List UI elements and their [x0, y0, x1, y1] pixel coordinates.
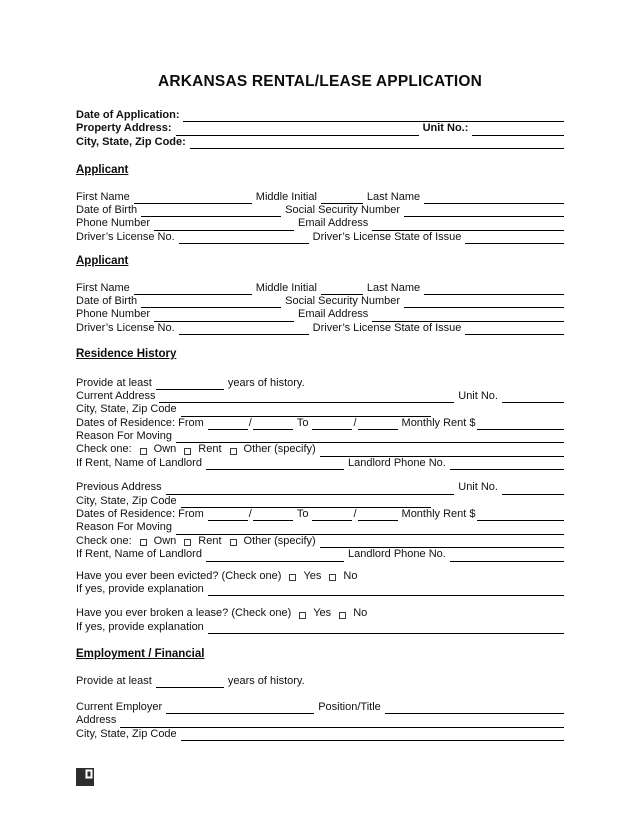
license-state-label: Driver’s License State of Issue: [312, 321, 462, 334]
monthly-rent-field[interactable]: [477, 419, 564, 430]
email-label: Email Address: [298, 308, 369, 321]
form-row: [76, 621, 564, 634]
current-employer-section: [76, 701, 564, 741]
form-row: [76, 390, 564, 403]
lease-explanation-field[interactable]: [208, 623, 564, 634]
city-state-zip-field[interactable]: [181, 497, 431, 508]
form-row: [76, 583, 564, 596]
license-state-field[interactable]: [465, 233, 564, 244]
dob-label: Date of Birth: [76, 203, 138, 216]
other-specify-field[interactable]: [320, 446, 564, 457]
form-row: [76, 430, 564, 443]
city-state-zip-label: City, State, Zip Code:: [76, 135, 186, 148]
form-row: [76, 728, 564, 741]
dob-label: Date of Birth: [76, 294, 138, 307]
dates-of-residence-label: Dates of Residence: From: [76, 416, 204, 429]
evicted-question-label: Have you ever been evicted? (Check one): [76, 569, 282, 582]
lease-yes-checkbox[interactable]: [299, 612, 306, 619]
email-field[interactable]: [372, 311, 564, 322]
last-name-field[interactable]: [424, 284, 564, 295]
form-row: [76, 308, 564, 321]
other-specify-label: Other (specify): [243, 534, 316, 547]
license-no-field[interactable]: [179, 324, 309, 335]
applicant-1-heading: Applicant: [76, 164, 129, 177]
employment-financial-heading: Employment / Financial: [76, 648, 205, 661]
license-no-label: Driver’s License No.: [76, 230, 175, 243]
applicant-2-section: [76, 282, 564, 336]
current-address-label: Current Address: [76, 389, 156, 402]
evicted-no-checkbox[interactable]: [329, 574, 336, 581]
form-row: [76, 417, 564, 430]
phone-label: Phone Number: [76, 308, 150, 321]
unit-no-field[interactable]: [502, 484, 564, 495]
monthly-rent-label: Monthly Rent $: [401, 508, 476, 521]
current-address-field[interactable]: [159, 392, 454, 403]
dob-field[interactable]: [141, 297, 281, 308]
city-state-zip-field[interactable]: [181, 406, 431, 417]
from-month-field[interactable]: [208, 510, 248, 521]
monthly-rent-field[interactable]: [477, 510, 564, 521]
landlord-phone-label: Landlord Phone No.: [347, 456, 446, 469]
rent-checkbox[interactable]: [184, 448, 191, 455]
date-of-application-field[interactable]: [183, 111, 564, 122]
years-of-history-field[interactable]: [156, 677, 224, 688]
to-label: To: [296, 508, 309, 521]
form-row: [76, 231, 564, 244]
previous-address-label: Previous Address: [76, 481, 162, 494]
license-no-label: Driver’s License No.: [76, 321, 175, 334]
evicted-explanation-field[interactable]: [208, 585, 564, 596]
years-of-history-field[interactable]: [156, 379, 224, 390]
years-of-history-label: years of history.: [227, 674, 305, 687]
form-row: [76, 570, 564, 583]
landlord-phone-field[interactable]: [450, 551, 564, 562]
previous-residence-section: [76, 481, 564, 561]
unit-no-field[interactable]: [502, 392, 564, 403]
to-label: To: [296, 416, 309, 429]
slash-separator: /: [248, 416, 252, 429]
to-month-field[interactable]: [312, 419, 352, 430]
document-logo-icon: [76, 768, 94, 786]
other-checkbox[interactable]: [230, 448, 237, 455]
provide-at-least-label: Provide at least: [76, 376, 152, 389]
if-yes-explanation-label: If yes, provide explanation: [76, 582, 204, 595]
phone-field[interactable]: [154, 220, 294, 231]
rent-label: Rent: [198, 534, 222, 547]
ssn-label: Social Security Number: [285, 294, 401, 307]
to-year-field[interactable]: [358, 510, 398, 521]
unit-no-field[interactable]: [472, 125, 564, 136]
middle-initial-field[interactable]: [321, 193, 363, 204]
ssn-field[interactable]: [404, 297, 564, 308]
form-row: [76, 495, 564, 508]
form-row: [76, 443, 564, 456]
previous-address-field[interactable]: [166, 484, 455, 495]
city-state-zip-label: City, State, Zip Code: [76, 494, 177, 507]
to-year-field[interactable]: [358, 419, 398, 430]
phone-label: Phone Number: [76, 217, 150, 230]
applicant-2-heading: Applicant: [76, 255, 129, 268]
middle-initial-label: Middle Initial: [255, 190, 317, 203]
from-month-field[interactable]: [208, 419, 248, 430]
property-address-field[interactable]: [176, 125, 419, 136]
evicted-question-section: [76, 570, 564, 597]
unit-no-label: Unit No.: [458, 481, 498, 494]
to-month-field[interactable]: [312, 510, 352, 521]
evicted-yes-checkbox[interactable]: [289, 574, 296, 581]
landlord-phone-field[interactable]: [450, 459, 564, 470]
rent-checkbox[interactable]: [184, 539, 191, 546]
slash-separator: /: [353, 416, 357, 429]
form-row: [76, 481, 564, 494]
broken-lease-question-label: Have you ever broken a lease? (Check one): [76, 607, 292, 620]
dates-of-residence-label: Dates of Residence: From: [76, 508, 204, 521]
ssn-field[interactable]: [404, 206, 564, 217]
reason-for-moving-field[interactable]: [176, 524, 564, 535]
broken-lease-question-section: [76, 607, 564, 634]
other-specify-field[interactable]: [320, 537, 564, 548]
landlord-name-label: If Rent, Name of Landlord: [76, 456, 202, 469]
provide-at-least-label: Provide at least: [76, 674, 152, 687]
position-title-field[interactable]: [385, 703, 564, 714]
no-label: No: [343, 569, 358, 582]
form-row: [76, 548, 564, 561]
current-residence-section: [76, 390, 564, 470]
landlord-phone-label: Landlord Phone No.: [347, 548, 446, 561]
form-row: [76, 136, 564, 149]
reason-for-moving-label: Reason For Moving: [76, 521, 172, 534]
form-row: [76, 403, 564, 416]
city-state-zip-label: City, State, Zip Code: [76, 403, 177, 416]
unit-no-label: Unit No.: [458, 389, 498, 402]
current-employer-field[interactable]: [166, 703, 314, 714]
applicant-1-section: [76, 191, 564, 245]
last-name-label: Last Name: [366, 190, 421, 203]
own-label: Own: [153, 443, 177, 456]
last-name-label: Last Name: [366, 281, 421, 294]
other-checkbox[interactable]: [230, 539, 237, 546]
no-label: No: [353, 607, 368, 620]
email-label: Email Address: [298, 217, 369, 230]
employer-address-label: Address: [76, 714, 117, 727]
form-row: [76, 109, 564, 122]
form-row: [76, 282, 564, 295]
form-row: [76, 122, 564, 135]
reason-for-moving-field[interactable]: [176, 432, 564, 443]
license-state-field[interactable]: [465, 324, 564, 335]
from-year-field[interactable]: [253, 419, 293, 430]
form-row: [76, 217, 564, 230]
first-name-field[interactable]: [134, 193, 252, 204]
form-title: ARKANSAS RENTAL/LEASE APPLICATION: [157, 73, 483, 90]
last-name-field[interactable]: [424, 193, 564, 204]
form-row: [76, 457, 564, 470]
lease-no-checkbox[interactable]: [339, 612, 346, 619]
slash-separator: /: [353, 508, 357, 521]
middle-initial-field[interactable]: [321, 284, 363, 295]
legal-templates-logo: [76, 768, 94, 786]
own-checkbox[interactable]: [140, 448, 147, 455]
from-year-field[interactable]: [253, 510, 293, 521]
form-row: [76, 607, 564, 620]
position-title-label: Position/Title: [318, 700, 381, 713]
city-state-zip-field[interactable]: [190, 138, 564, 149]
email-field[interactable]: [372, 220, 564, 231]
residence-history-heading: Residence History: [76, 348, 177, 361]
current-employer-label: Current Employer: [76, 700, 163, 713]
form-row: [76, 714, 564, 727]
employer-city-state-zip-field[interactable]: [181, 730, 564, 741]
form-row: [76, 322, 564, 335]
ssn-label: Social Security Number: [285, 203, 401, 216]
unit-no-label: Unit No.:: [422, 122, 469, 135]
first-name-label: First Name: [76, 281, 130, 294]
other-specify-label: Other (specify): [243, 443, 316, 456]
form-row: [76, 191, 564, 204]
check-one-label: Check one:: [76, 443, 132, 456]
employment-years-row: [76, 675, 564, 688]
date-of-application-label: Date of Application:: [76, 108, 180, 121]
form-row: [76, 701, 564, 714]
reason-for-moving-label: Reason For Moving: [76, 430, 172, 443]
first-name-field[interactable]: [134, 284, 252, 295]
dob-field[interactable]: [141, 206, 281, 217]
years-of-history-label: years of history.: [227, 376, 305, 389]
if-yes-explanation-label: If yes, provide explanation: [76, 620, 204, 633]
form-row: [76, 295, 564, 308]
form-row: [76, 521, 564, 534]
yes-label: Yes: [303, 569, 322, 582]
slash-separator: /: [248, 508, 252, 521]
form-row: [76, 204, 564, 217]
form-row: [76, 535, 564, 548]
yes-label: Yes: [313, 607, 332, 620]
city-state-zip-label: City, State, Zip Code: [76, 727, 177, 740]
rent-label: Rent: [198, 443, 222, 456]
property-info-section: [76, 109, 564, 149]
first-name-label: First Name: [76, 190, 130, 203]
phone-field[interactable]: [154, 311, 294, 322]
license-no-field[interactable]: [179, 233, 309, 244]
form-row: [76, 508, 564, 521]
middle-initial-label: Middle Initial: [255, 281, 317, 294]
landlord-name-field[interactable]: [206, 459, 344, 470]
own-label: Own: [153, 534, 177, 547]
landlord-name-label: If Rent, Name of Landlord: [76, 548, 202, 561]
check-one-label: Check one:: [76, 534, 132, 547]
license-state-label: Driver’s License State of Issue: [312, 230, 462, 243]
residence-years-row: [76, 377, 564, 390]
employer-address-field[interactable]: [120, 717, 564, 728]
property-address-label: Property Address:: [76, 122, 172, 135]
own-checkbox[interactable]: [140, 539, 147, 546]
monthly-rent-label: Monthly Rent $: [401, 416, 476, 429]
landlord-name-field[interactable]: [206, 551, 344, 562]
